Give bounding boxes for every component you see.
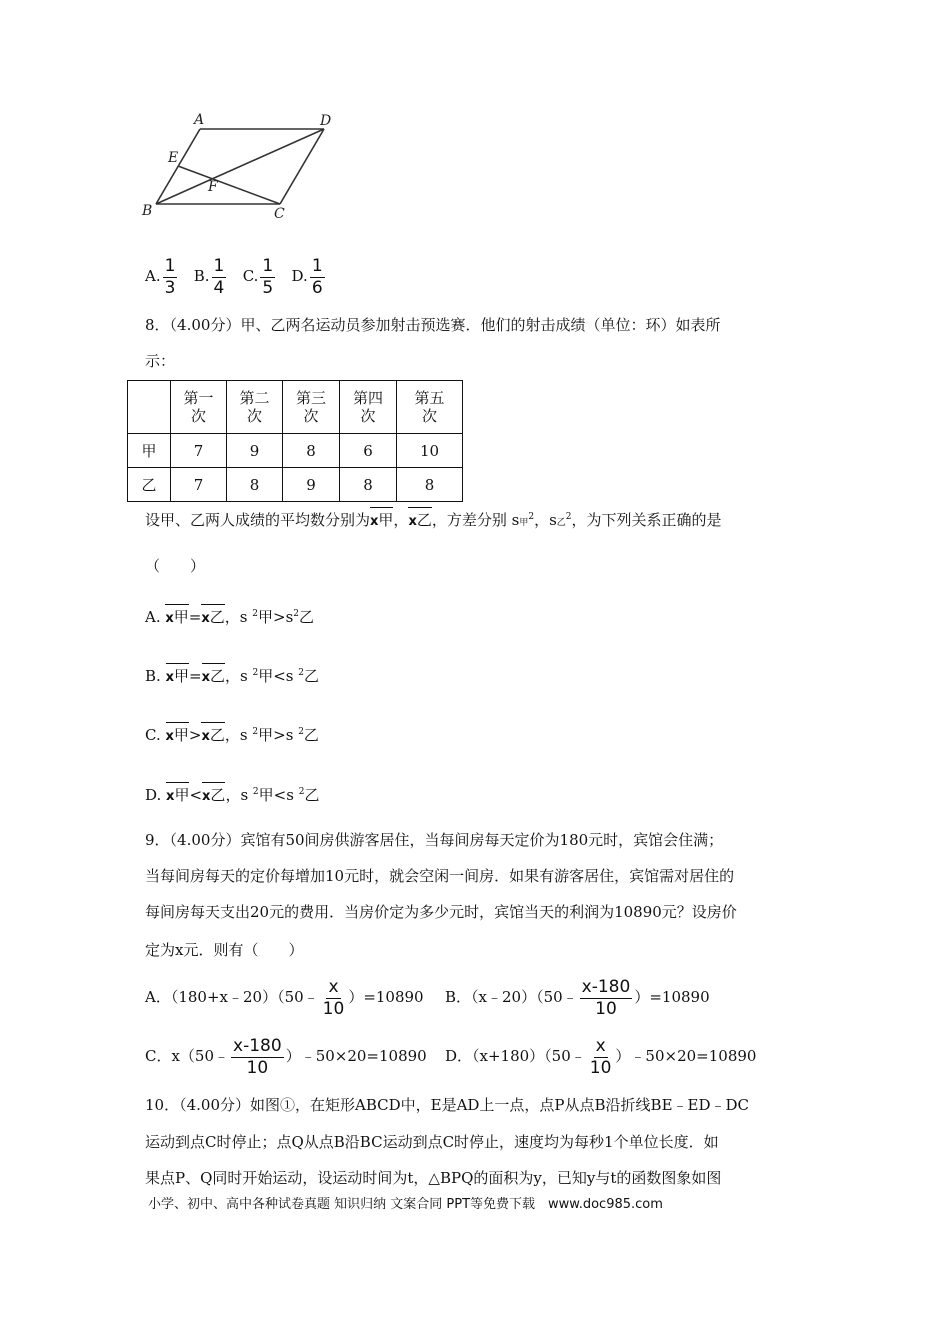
table-header-cell: 第五次	[397, 381, 463, 434]
table-header-cell	[128, 381, 171, 434]
segment-dc	[280, 129, 324, 204]
q7-option-d: D. $\frac{1}{6}$	[291, 255, 323, 298]
q9-line-3: 每间房每天支出20元的费用．当房价定为多少元时，宾馆当天的利润为10890元？设房价	[145, 903, 737, 921]
q9-option-d: D．（x+180）（50﹣ $\frac{x}{10}$ ）﹣50×20=10890	[445, 1035, 757, 1078]
q8-option-c: C. x甲>x乙，s $^2$甲>s $^2$乙	[145, 722, 319, 747]
label-b: B	[142, 203, 153, 219]
q7-option-b: B. $\frac{1}{4}$	[193, 255, 225, 298]
table-cell: 6	[340, 434, 397, 468]
q8-bracket: （ ）	[145, 557, 206, 575]
q7-options	[145, 255, 327, 297]
table-cell: 10	[397, 434, 463, 468]
q10-line-2: 运动到点C时停止；点Q从点B沿BC运动到点C时停止，速度均为每秒1个单位长度．如	[145, 1133, 719, 1151]
q8-line-1: 8．（4.00分）甲、乙两名运动员参加射击预选赛．他们的射击成绩（单位：环）如表所	[145, 316, 721, 334]
table-cell: 8	[340, 468, 397, 502]
q7-option-a: A. $\frac{1}{3}$	[145, 255, 176, 298]
table-cell: 7	[171, 434, 227, 468]
table-cell: 8	[283, 434, 340, 468]
table-cell: 乙	[128, 468, 171, 502]
q9-option-a: A．（180+x﹣20）（50﹣ $\frac{x}{10}$ ）=10890	[145, 976, 424, 1019]
footer-banner: 小学、初中、高中各种试卷真题 知识归纳 文案合同 PPT等免费下载 www.doc985.com	[148, 1197, 663, 1212]
q10-line-1: 10．（4.00分）如图①，在矩形ABCD中，E是AD上一点，点P从点B沿折线BE﹣ED﹣DC	[145, 1096, 750, 1114]
q8-description: 设甲、乙两人成绩的平均数分别为x甲，x乙，方差分别 s甲$^2$，s乙$^2$，为下列关系正确的是	[145, 507, 722, 533]
label-e: E	[168, 150, 179, 166]
table-header-cell: 第一次	[171, 381, 227, 434]
table-row	[128, 434, 463, 468]
table-cell: 9	[227, 434, 283, 468]
q9-line-1: 9．（4.00分）宾馆有50间房供游客居住，当每间房每天定价为180元时，宾馆会住满；	[145, 831, 724, 849]
xbar-yi: x乙	[408, 507, 431, 532]
q9-line-4: 定为x元．则有（ ）	[145, 941, 304, 959]
q8-option-d: D. x甲<x乙，s $^2$甲<s $^2$乙	[145, 782, 319, 807]
table-header-cell: 第三次	[283, 381, 340, 434]
q9-option-c: C．x（50﹣ $\frac{x-180}{10}$ ）﹣50×20=10890	[145, 1035, 427, 1078]
scores-table	[127, 380, 463, 502]
label-a: A	[194, 112, 205, 128]
label-f: F	[208, 179, 218, 195]
q10-line-3: 果点P、Q同时开始运动，设运动时间为t，△BPQ的面积为y，已知y与t的函数图象如图	[145, 1169, 722, 1187]
q8-line-2: 示：	[145, 352, 176, 370]
table-cell: 9	[283, 468, 340, 502]
label-c: C	[274, 206, 285, 222]
parallelogram-figure	[138, 110, 348, 222]
table-cell: 8	[227, 468, 283, 502]
q8-option-b: B. x甲=x乙，s $^2$甲<s $^2$乙	[145, 663, 319, 688]
table-cell: 8	[397, 468, 463, 502]
q9-line-2: 当每间房每天的定价每增加10元时，就会空闲一间房．如果有游客居住，宾馆需对居住的	[145, 867, 735, 885]
q9-option-b: B．（x﹣20）（50﹣ $\frac{x-180}{10}$ ）=10890	[445, 976, 710, 1019]
q7-option-c: C. $\frac{1}{5}$	[242, 255, 274, 298]
xbar-jia: x甲	[370, 507, 393, 532]
table-cell: 7	[171, 468, 227, 502]
table-header-cell: 第二次	[227, 381, 283, 434]
table-header-cell: 第四次	[340, 381, 397, 434]
table-row	[128, 468, 463, 502]
q8-option-a: A. x甲=x乙，s $^2$甲$>s^2$乙	[145, 604, 314, 629]
table-cell: 甲	[128, 434, 171, 468]
table-header-row	[128, 381, 463, 434]
label-d: D	[320, 113, 332, 129]
